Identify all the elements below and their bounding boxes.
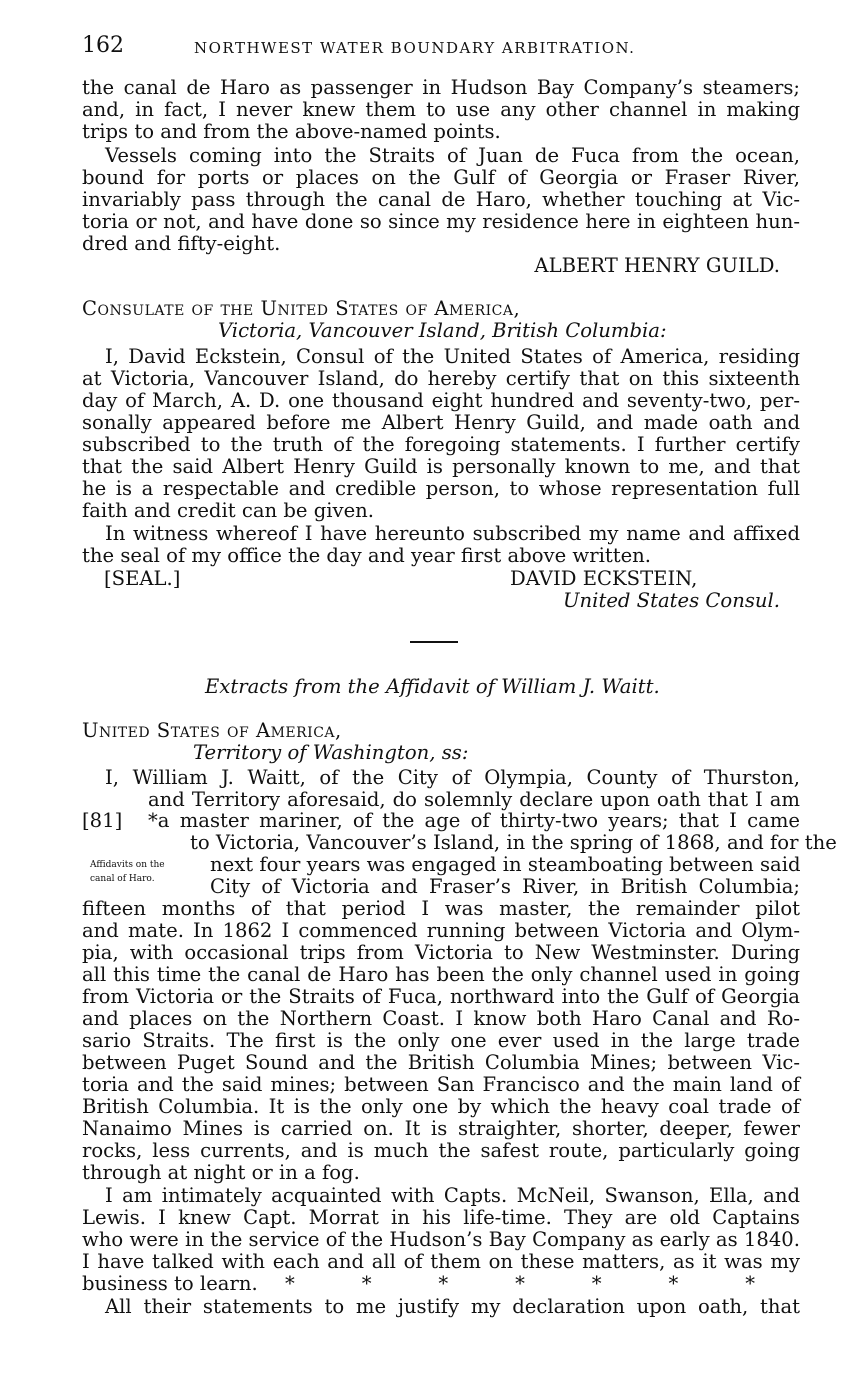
body-line: trips to and from the above-named points. bbox=[82, 120, 501, 143]
consulate-heading: Consulate of the United States of America, bbox=[82, 297, 521, 320]
body-line: and Territory aforesaid, do solemnly declare upon oath that I am bbox=[148, 788, 800, 811]
body-line: from Victoria or the Straits of Fuca, northward into the Gulf of Georgia bbox=[82, 985, 800, 1008]
body-line: subscribed to the truth of the foregoing statements. I further certify bbox=[82, 433, 800, 456]
ellipsis-asterisks: * * * * * * * bbox=[285, 1272, 755, 1295]
body-line: and places on the Northern Coast. I know both Haro Canal and Ro- bbox=[82, 1007, 800, 1030]
consul-title: United States Consul. bbox=[563, 589, 780, 612]
body-line: next four years was engaged in steamboating between said bbox=[210, 853, 801, 876]
body-line: that the said Albert Henry Guild is personally known to me, and that bbox=[82, 455, 800, 478]
running-title: NORTHWEST WATER BOUNDARY ARBITRATION. bbox=[194, 39, 636, 57]
body-line: day of March, A. D. one thousand eight hundred and seventy-two, per- bbox=[82, 389, 800, 412]
body-line: to Victoria, Vancouver’s Island, in the spring of 1868, and for the bbox=[190, 831, 837, 854]
extract-title: Extracts from the Affidavit of William J. Waitt. bbox=[205, 675, 660, 698]
consul-signature: DAVID ECKSTEIN, bbox=[510, 567, 698, 590]
extract-heading: United States of America, bbox=[82, 719, 342, 742]
body-line: dred and fifty-eight. bbox=[82, 232, 281, 255]
body-line: the seal of my office the day and year first above written. bbox=[82, 544, 652, 567]
margin-page-number: [81] bbox=[82, 809, 123, 832]
body-line: Vessels coming into the Straits of Juan de Fuca from the ocean, bbox=[105, 144, 800, 167]
guild-signature: ALBERT HENRY GUILD. bbox=[534, 254, 780, 277]
body-line: I, William J. Waitt, of the City of Olympia, County of Thurston, bbox=[105, 766, 800, 789]
body-line: fifteen months of that period I was master, the remainder pilot bbox=[82, 897, 800, 920]
section-divider bbox=[410, 641, 458, 643]
consulate-place: Victoria, Vancouver Island, British Columbia: bbox=[218, 319, 667, 342]
body-line: toria and the said mines; between San Francisco and the main land of bbox=[82, 1073, 800, 1096]
body-line: the canal de Haro as passenger in Hudson Bay Company’s steamers; bbox=[82, 76, 800, 99]
body-line: toria or not, and have done so since my residence here in eighteen hun- bbox=[82, 210, 800, 233]
body-line: invariably pass through the canal de Haro, whether touching at Vic- bbox=[82, 188, 800, 211]
body-line: British Columbia. It is the only one by which the heavy coal trade of bbox=[82, 1095, 800, 1118]
body-line: City of Victoria and Fraser’s River, in British Columbia; bbox=[210, 875, 800, 898]
body-line: In witness whereof I have hereunto subscribed my name and affixed bbox=[105, 522, 800, 545]
sidenote-line: Affidavits on the bbox=[90, 860, 165, 870]
body-line: and mate. In 1862 I commenced running between Victoria and Olym- bbox=[82, 919, 800, 942]
body-line: I have talked with each and all of them on these matters, as it was my bbox=[82, 1250, 800, 1273]
body-line: I am intimately acquainted with Capts. McNeil, Swanson, Ella, and bbox=[105, 1184, 800, 1207]
body-line: at Victoria, Vancouver Island, do hereby certify that on this sixteenth bbox=[82, 367, 800, 390]
body-line: faith and credit can be given. bbox=[82, 499, 375, 522]
page-number: 162 bbox=[82, 33, 124, 58]
body-line: all this time the canal de Haro has been the only channel used in going bbox=[82, 963, 800, 986]
body-line: Lewis. I knew Capt. Morrat in his life-time. They are old Captains bbox=[82, 1206, 800, 1229]
body-line: who were in the service of the Hudson’s Bay Company as early as 1840. bbox=[82, 1228, 800, 1251]
body-line: pia, with occasional trips from Victoria to New Westminster. During bbox=[82, 941, 800, 964]
body-line: rocks, less currents, and is much the safest route, particularly going bbox=[82, 1139, 800, 1162]
body-line: business to learn. bbox=[82, 1272, 258, 1295]
body-line: Nanaimo Mines is carried on. It is straighter, shorter, deeper, fewer bbox=[82, 1117, 800, 1140]
body-line: sonally appeared before me Albert Henry Guild, and made oath and bbox=[82, 411, 800, 434]
extract-territory: Territory of Washington, ss: bbox=[193, 741, 469, 764]
body-line: through at night or in a fog. bbox=[82, 1161, 360, 1184]
body-line: and, in fact, I never knew them to use any other channel in making bbox=[82, 98, 800, 121]
body-line: between Puget Sound and the British Columbia Mines; between Vic- bbox=[82, 1051, 800, 1074]
body-line: sario Straits. The first is the only one ever used in the large trade bbox=[82, 1029, 800, 1052]
body-line: All their statements to me justify my declaration upon oath, that bbox=[105, 1295, 800, 1318]
seal-mark: [SEAL.] bbox=[104, 567, 181, 590]
body-line: he is a respectable and credible person, to whose representation full bbox=[82, 477, 800, 500]
body-line: I, David Eckstein, Consul of the United States of America, residing bbox=[105, 345, 800, 368]
body-line: *a master mariner, of the age of thirty-two years; that I came bbox=[148, 809, 800, 832]
body-line: bound for ports or places on the Gulf of Georgia or Fraser River, bbox=[82, 166, 800, 189]
sidenote-line: canal of Haro. bbox=[90, 874, 155, 884]
